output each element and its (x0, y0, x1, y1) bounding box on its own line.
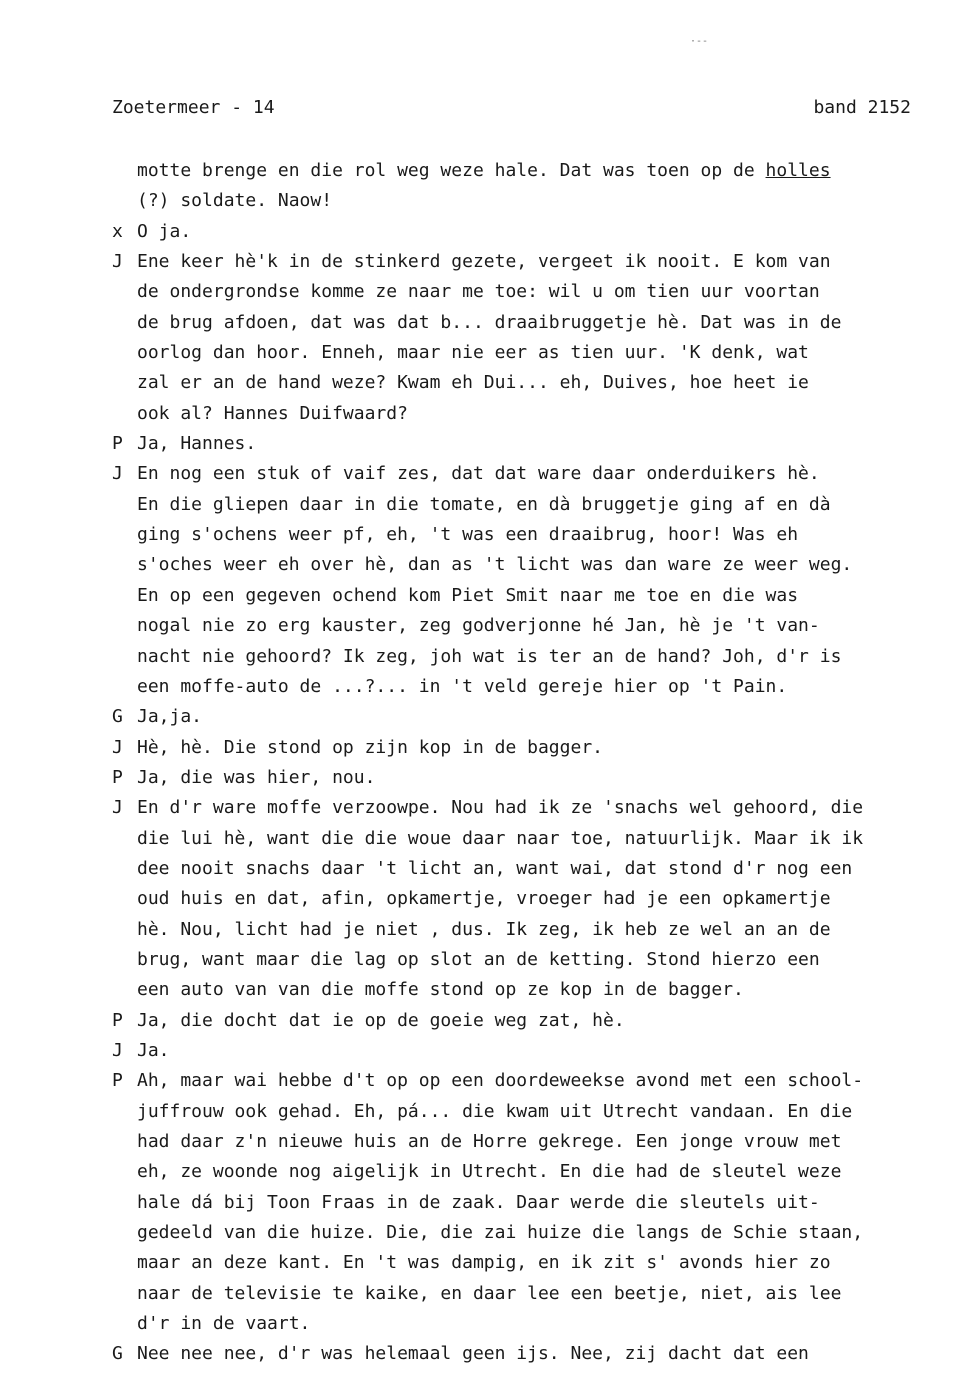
header-title: Zoetermeer - 14 (112, 97, 275, 118)
text-segment: Ene keer hè'k in de stinkerd gezete, vergeet ik nooit. E kom van (137, 251, 831, 273)
text-line (137, 975, 972, 1005)
speaker-label: J (112, 736, 123, 758)
transcript-body (112, 156, 972, 1370)
text-line (137, 338, 972, 368)
text-segment: En op een gegeven ochend kom Piet Smit naar me toe en die was (137, 584, 799, 606)
text-line (137, 490, 972, 520)
text-line (137, 186, 972, 216)
text-segment: Ah, maar wai hebbe d't op op een doordeweekse avond met een school- (137, 1070, 864, 1092)
text-segment: En nog een stuk of vaif zes, dat dat ware daar onderduikers hè. (137, 463, 820, 485)
text-segment: zal er an de hand weze? Kwam eh Dui... eh, Duives, hoe heet ie (137, 372, 809, 394)
text-line (137, 1218, 972, 1248)
speaker-label: J (112, 463, 123, 485)
text-segment: nogal nie zo erg kauster, zeg godverjonne hé Jan, hè je 't van- (137, 615, 820, 637)
dialogue-entry (112, 733, 972, 763)
text-segment: een moffe-auto de ...?... in 't veld gereje hier op 't Pain. (137, 675, 788, 697)
dialogue-entry (112, 763, 972, 793)
speaker-label: J (112, 1039, 123, 1061)
text-segment: de ondergrondse komme ze naar me toe: wil u om tien uur voortan (137, 281, 820, 303)
text-line (137, 854, 972, 884)
text-segment: had daar z'n nieuwe huis an de Horre gekrege. Een jonge vrouw met (137, 1131, 842, 1152)
text-line (137, 277, 972, 307)
text-segment: Ja, die was hier, nou. (137, 766, 376, 788)
text-segment: s'oches weer eh over hè, dan as 't licht was dan ware ze weer weg. (137, 554, 853, 576)
dialogue-entry (112, 217, 972, 247)
dialogue-entry (112, 247, 972, 429)
text-segment: die lui hè, want die die woue daar naar toe, natuurlijk. Maar ik ik (137, 827, 864, 849)
text-line (137, 1006, 972, 1036)
text-segment: Ja,ja. (137, 706, 203, 728)
text-segment: ook al? Hannes Duifwaard? (137, 402, 408, 424)
text-line (137, 824, 972, 854)
text-segment: (?) soldate. Naow! (137, 190, 333, 212)
text-segment: dee nooit snachs daar 't licht an, want wai, dat stond d'r nog een (137, 857, 853, 879)
text-line (137, 1036, 972, 1066)
speaker-label: P (112, 766, 123, 788)
text-line (137, 247, 972, 277)
speaker-label: J (112, 797, 123, 819)
text-line (137, 1097, 972, 1127)
text-segment: motte brenge en die rol weg weze hale. Dat was toen op de (137, 160, 766, 181)
text-line (137, 672, 972, 702)
dialogue-text (137, 156, 972, 217)
text-line (137, 550, 972, 580)
dialogue-text (137, 733, 972, 763)
text-segment: Nee nee nee, d'r was helemaal geen ijs. Nee, zij dacht dat een (137, 1343, 809, 1365)
speaker-label: P (112, 1070, 123, 1092)
text-line (137, 308, 972, 338)
text-segment: maar an deze kant. En 't was dampig, en ik zit s' avonds hier zo (137, 1252, 831, 1274)
speaker-label: G (112, 706, 123, 728)
dialogue-entry (112, 429, 972, 459)
text-segment: oorlog dan hoor. Enneh, maar nie eer as tien uur. 'K denk, wat (137, 342, 809, 364)
dialogue-entry (112, 793, 972, 1005)
dialogue-text (137, 217, 972, 247)
text-segment: Ja, die docht dat ie op de goeie weg zat, hè. (137, 1009, 625, 1031)
dialogue-text (137, 429, 972, 459)
dialogue-text (137, 247, 972, 429)
text-segment: En d'r ware moffe verzoowpe. Nou had ik ze 'snachs wel gehoord, die (137, 797, 864, 819)
dialogue-text (137, 1066, 972, 1339)
dialogue-entry (112, 702, 972, 732)
speaker-label: G (112, 1343, 123, 1365)
text-segment: hale dá bij Toon Fraas in de zaak. Daar werde die sleutels uit- (137, 1191, 820, 1213)
text-line (137, 1279, 972, 1309)
text-line (137, 1157, 972, 1187)
scan-speck: ·‐‐ (690, 36, 709, 47)
dialogue-text (137, 459, 972, 702)
text-segment: naar de televisie te kaike, en daar lee een beetje, niet, ais lee (137, 1282, 842, 1304)
text-line (137, 945, 972, 975)
text-segment: een auto van van die moffe stond op ze kop in de bagger. (137, 979, 744, 1001)
text-segment: d'r in de vaart. (137, 1313, 311, 1335)
text-line (137, 884, 972, 914)
text-line (137, 156, 972, 186)
text-segment: Ja. (137, 1039, 170, 1061)
text-line (137, 368, 972, 398)
dialogue-text (137, 763, 972, 793)
dialogue-text (137, 1036, 972, 1066)
text-segment: En die gliepen daar in die tomate, en dà bruggetje ging af en dà (137, 493, 831, 515)
dialogue-entry (112, 459, 972, 702)
text-segment: gedeeld van die huize. Die, die zai huize die langs de Schie staan, (137, 1222, 864, 1244)
text-line (137, 642, 972, 672)
text-segment: eh, ze woonde nog aigelijk in Utrecht. En die had de sleutel weze (137, 1161, 842, 1183)
speaker-label: x (112, 220, 123, 242)
text-segment: Hè, hè. Die stond op zijn kop in de bagger. (137, 736, 603, 758)
text-line (137, 733, 972, 763)
text-segment: O ja. (137, 220, 192, 242)
text-line (137, 1309, 972, 1339)
text-line (137, 763, 972, 793)
speaker-label: P (112, 433, 123, 455)
text-segment: oud huis en dat, afin, opkamertje, vroeger had je een opkamertje (137, 888, 831, 910)
dialogue-entry (112, 156, 972, 217)
dialogue-entry (112, 1339, 972, 1369)
underlined-word: holles (765, 160, 831, 181)
text-line (137, 915, 972, 945)
text-line (137, 1339, 972, 1369)
text-line (137, 1188, 972, 1218)
dialogue-text (137, 1006, 972, 1036)
text-line (137, 1127, 972, 1157)
dialogue-text (137, 1339, 972, 1369)
text-segment: brug, want maar die lag op slot an de ketting. Stond hierzo een (137, 948, 820, 970)
text-line (137, 217, 972, 247)
text-line (137, 429, 972, 459)
text-line (137, 1248, 972, 1278)
text-line (137, 1066, 972, 1096)
dialogue-entry (112, 1006, 972, 1036)
dialogue-text (137, 793, 972, 1005)
header-tape-number: band 2152 (813, 97, 911, 118)
text-line (137, 459, 972, 489)
speaker-label: P (112, 1009, 123, 1031)
text-segment: de brug afdoen, dat was dat b... draaibruggetje hè. Dat was in de (137, 311, 842, 333)
text-line (137, 793, 972, 823)
text-line (137, 702, 972, 732)
text-line (137, 581, 972, 611)
text-segment: ging s'ochens weer pf, eh, 't was een draaibrug, hoor! Was eh (137, 524, 799, 546)
text-segment: Ja, Hannes. (137, 433, 257, 455)
text-line (137, 399, 972, 429)
dialogue-entry (112, 1066, 972, 1339)
text-line (137, 520, 972, 550)
dialogue-text (137, 702, 972, 732)
text-segment: nacht nie gehoord? Ik zeg, joh wat is ter an de hand? Joh, d'r is (137, 645, 842, 667)
text-segment: juffrouw ook gehad. Eh, pá... die kwam uit Utrecht vandaan. En die (137, 1100, 853, 1122)
dialogue-entry (112, 1036, 972, 1066)
text-line (137, 611, 972, 641)
text-segment: hè. Nou, licht had je niet , dus. Ik zeg, ik heb ze wel an an de (137, 918, 831, 940)
page-header (112, 97, 911, 125)
speaker-label: J (112, 251, 123, 273)
